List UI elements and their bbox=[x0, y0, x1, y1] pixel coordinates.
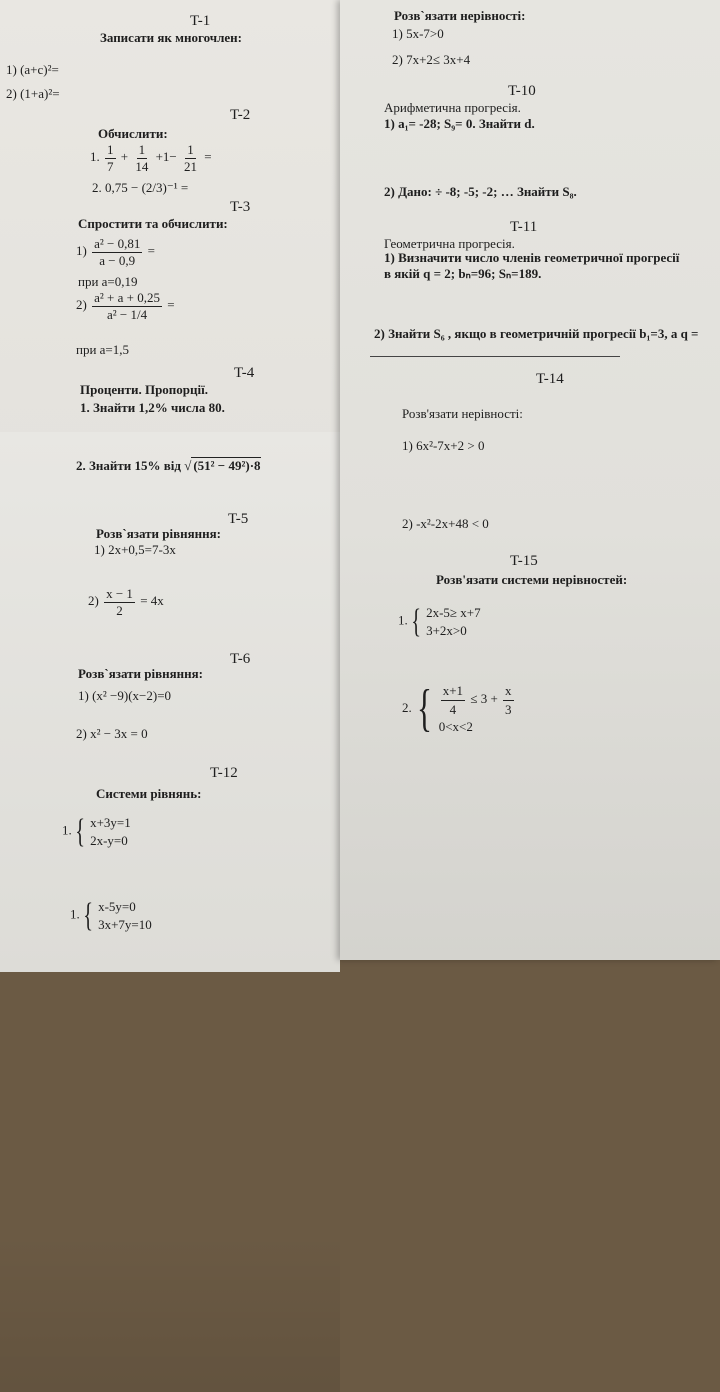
numerator: 1 bbox=[138, 142, 146, 157]
t10-title: T-10 bbox=[508, 83, 536, 99]
divider bbox=[370, 356, 620, 357]
item-number: 2) bbox=[88, 593, 99, 609]
numerator: x+1 bbox=[441, 682, 465, 701]
system-line: 3+2x>0 bbox=[426, 622, 467, 638]
t2-instruction: Обчислити: bbox=[98, 126, 168, 141]
numerator: 1 bbox=[187, 142, 194, 157]
equals: = bbox=[147, 243, 155, 259]
t15-item-1 bbox=[398, 604, 481, 639]
item-number: 1. bbox=[70, 906, 80, 922]
t6-title: T-6 bbox=[230, 651, 251, 667]
t4-item-1: 1. Знайти 1,2% числа 80. bbox=[80, 400, 225, 415]
t3-item-2-condition: при a=1,5 bbox=[76, 342, 130, 357]
t2-title: T-2 bbox=[230, 107, 251, 123]
t5-item-2 bbox=[88, 586, 164, 618]
t3-title: T-3 bbox=[230, 199, 251, 215]
t2-item-2: 2. 0,75 − (2/3)⁻¹ = bbox=[92, 180, 189, 195]
t1-instruction: Записати як многочлен: bbox=[100, 30, 242, 45]
t3-instruction: Спростити та обчислити: bbox=[78, 216, 228, 231]
sqrt-sign: √ bbox=[184, 458, 192, 473]
t14-item-1: 1) 6x²-7x+2 > 0 bbox=[402, 438, 485, 453]
brace: { bbox=[75, 812, 85, 850]
t15-instruction: Розв'язати системи нерівностей: bbox=[436, 572, 628, 587]
item-number: 1. bbox=[62, 822, 72, 838]
denominator: 3 bbox=[505, 701, 512, 717]
t15-title: T-15 bbox=[510, 553, 538, 569]
brace: { bbox=[416, 679, 432, 737]
system-line: 0<x<2 bbox=[438, 719, 473, 735]
top-instruction: Розв`язати нерівності: bbox=[394, 8, 526, 23]
item-number: 1. bbox=[398, 612, 408, 628]
t12-title: T-12 bbox=[210, 765, 238, 781]
t10-item-1: 1) a₁= -28; S₉= 0. Знайти d. bbox=[384, 116, 535, 131]
fraction bbox=[182, 142, 199, 174]
t11-title: T-11 bbox=[510, 219, 538, 235]
t14-title: T-14 bbox=[536, 371, 564, 387]
left-worksheet-lower bbox=[0, 365, 340, 972]
t5-title: T-5 bbox=[228, 511, 249, 527]
t12-item-2 bbox=[70, 898, 152, 933]
denominator: 21 bbox=[184, 158, 198, 174]
numerator: x bbox=[503, 682, 514, 701]
t1-item-1: 1) (a+c)²= bbox=[6, 62, 59, 77]
brace: { bbox=[83, 896, 93, 934]
system-line: 2x-y=0 bbox=[90, 832, 128, 848]
system bbox=[439, 682, 516, 736]
denominator: a² − 1/4 bbox=[106, 306, 148, 322]
system bbox=[90, 814, 131, 849]
item-number: 2. bbox=[402, 699, 412, 715]
t12-instruction: Системи рівнянь: bbox=[96, 786, 202, 801]
shadow bbox=[0, 1232, 340, 1392]
inequality-sign: ≤ 3 + bbox=[470, 691, 498, 707]
item-text: 2. Знайти 15% від bbox=[76, 458, 181, 473]
system bbox=[426, 604, 481, 639]
fraction bbox=[104, 586, 135, 618]
t14-instruction: Розв'язати нерівності: bbox=[402, 406, 523, 421]
system-line: 3x+7y=10 bbox=[98, 916, 152, 932]
t3-item-2 bbox=[76, 290, 175, 322]
t14-item-2: 2) -x²-2x+48 < 0 bbox=[402, 516, 489, 531]
denominator: 4 bbox=[449, 701, 457, 717]
t11-item-2: 2) Знайти S₆ , якщо в геометричній прогресії b₁=3, а q = bbox=[374, 326, 699, 341]
t15-item-2 bbox=[402, 679, 516, 737]
fraction bbox=[105, 142, 116, 174]
fraction bbox=[503, 682, 514, 718]
numerator: x − 1 bbox=[106, 586, 133, 601]
right-worksheet bbox=[340, 0, 720, 960]
t12-item-1 bbox=[62, 814, 131, 849]
denominator: 14 bbox=[135, 158, 149, 174]
denominator: 7 bbox=[107, 158, 114, 174]
operator: = bbox=[204, 149, 212, 165]
t4-instruction: Проценти. Пропорції. bbox=[80, 382, 208, 397]
t10-instruction: Арифметична прогресія. bbox=[384, 100, 521, 115]
t11-instruction: Геометрична прогресія. bbox=[384, 236, 515, 251]
system-line: 2x-5≥ x+7 bbox=[426, 605, 481, 620]
fraction bbox=[92, 236, 142, 268]
t11-item-1b: в якій q = 2; bₙ=96; Sₙ=189. bbox=[384, 266, 542, 281]
t10-item-2: 2) Дано: ÷ -8; -5; -2; … Знайти S₈. bbox=[384, 184, 577, 199]
numerator: 1 bbox=[107, 142, 114, 157]
t3-item-1-condition: при a=0,19 bbox=[78, 274, 138, 289]
top-item-2: 2) 7x+2≤ 3x+4 bbox=[392, 52, 471, 67]
t5-instruction: Розв`язати рівняння: bbox=[96, 526, 221, 541]
equation-rest: = 4x bbox=[140, 593, 164, 609]
denominator: 2 bbox=[116, 602, 123, 618]
t4-title: T-4 bbox=[234, 365, 255, 381]
t1-title: T-1 bbox=[190, 13, 211, 29]
system-line: x-5y=0 bbox=[98, 899, 136, 914]
t5-item-1: 1) 2x+0,5=7-3x bbox=[94, 542, 176, 557]
t6-item-1: 1) (x² −9)(x−2)=0 bbox=[78, 688, 172, 703]
t6-instruction: Розв`язати рівняння: bbox=[78, 666, 203, 681]
item-number: 1) bbox=[76, 243, 87, 259]
denominator: a − 0,9 bbox=[99, 252, 136, 268]
operator: + bbox=[120, 149, 129, 165]
numerator: a² − 0,81 bbox=[94, 236, 141, 251]
equals: = bbox=[167, 297, 175, 313]
system bbox=[98, 898, 152, 933]
fraction bbox=[92, 290, 162, 322]
t11-item-1a: 1) Визначити число членів геометричної прогресії bbox=[384, 250, 680, 265]
brace: { bbox=[411, 602, 421, 640]
numerator: a² + a + 0,25 bbox=[94, 290, 160, 305]
item-number: 2) bbox=[76, 297, 87, 313]
system-line: x+3y=1 bbox=[90, 815, 131, 830]
t3-item-1 bbox=[76, 236, 155, 268]
operator: +1− bbox=[155, 149, 177, 165]
t4-item-2 bbox=[76, 458, 261, 474]
t1-item-2: 2) (1+a)²= bbox=[6, 86, 60, 101]
t2-item-1-no: 1. bbox=[90, 149, 100, 165]
fraction bbox=[441, 682, 465, 718]
fraction bbox=[133, 142, 150, 174]
t6-item-2: 2) x² − 3x = 0 bbox=[76, 726, 148, 741]
top-item-1: 1) 5x-7>0 bbox=[392, 26, 444, 41]
t2-item-1 bbox=[90, 142, 212, 174]
radicand: (51² − 49²)·8 bbox=[193, 458, 261, 473]
